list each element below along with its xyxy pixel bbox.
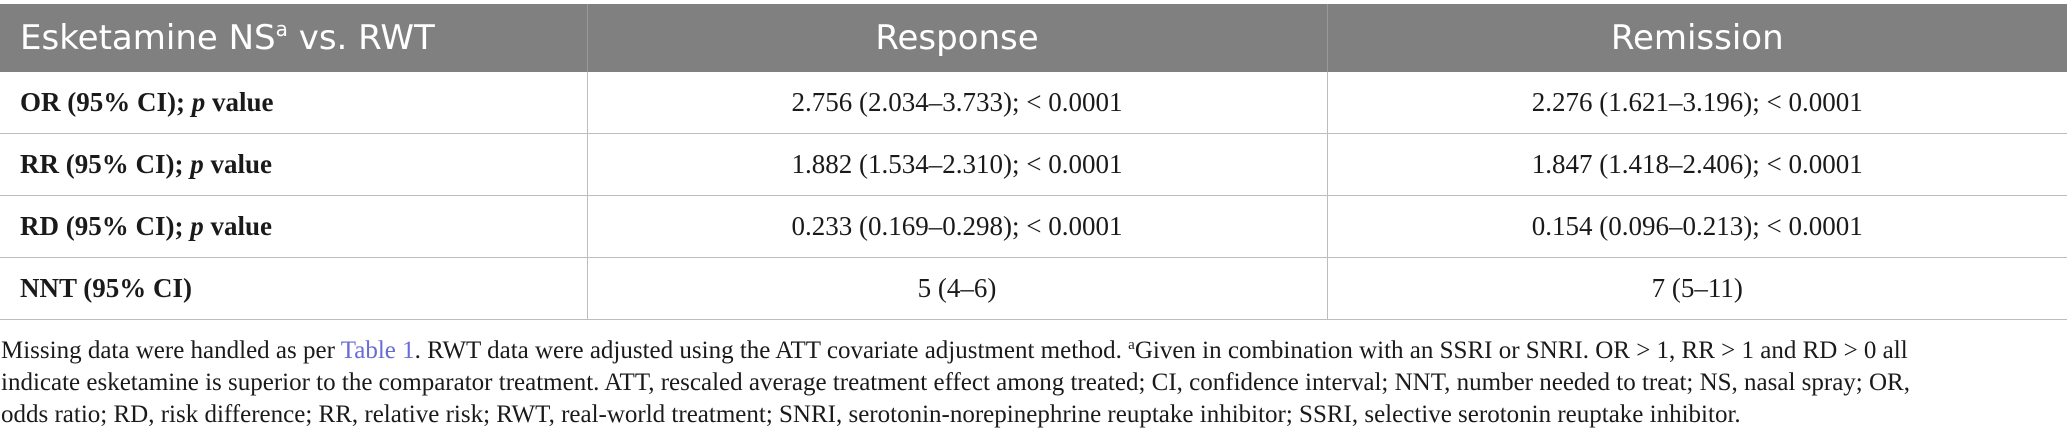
row-label-p: p xyxy=(191,87,206,117)
remission-cell: 7 (5–11) xyxy=(1327,258,2067,320)
footnote-text: Given in combination with an SSRI or SNRI. OR > 1, RR > 1 and RD > 0 all xyxy=(1134,337,1908,364)
table-1-link[interactable]: Table 1 xyxy=(340,337,415,364)
row-label-suffix: value xyxy=(203,149,272,179)
footnote-text: Missing data were handled as per xyxy=(1,337,341,364)
footnote-line-1 xyxy=(1,335,2061,367)
header-footnote-marker: a xyxy=(275,17,288,41)
table-row xyxy=(0,72,2067,134)
response-cell: 0.233 (0.169–0.298); < 0.0001 xyxy=(587,196,1327,258)
header-remission: Remission xyxy=(1327,4,2067,72)
row-label-prefix: RD (95% CI); xyxy=(20,211,191,241)
row-label-suffix: value xyxy=(203,211,272,241)
row-label-p: p xyxy=(190,211,204,241)
remission-cell: 2.276 (1.621–3.196); < 0.0001 xyxy=(1327,72,2067,134)
response-cell: 5 (4–6) xyxy=(587,258,1327,320)
row-label xyxy=(0,196,587,258)
row-label: NNT (95% CI) xyxy=(0,258,587,320)
header-row xyxy=(0,4,2067,72)
row-label-suffix: value xyxy=(205,87,274,117)
row-label-p: p xyxy=(190,149,204,179)
footnote-line-2: indicate esketamine is superior to the comparator treatment. ATT, rescaled average treatment effect among treated; CI, confidence interval; NNT, number needed to treat; NS, nasal spray; OR, xyxy=(1,369,1910,396)
footnote-text: . RWT data were adjusted using the ATT covariate adjustment method. xyxy=(414,337,1129,364)
table-body xyxy=(0,72,2067,320)
header-response: Response xyxy=(587,4,1327,72)
footnote-line-3: odds ratio; RD, risk difference; RR, relative risk; RWT, real-world treatment; SNRI, serotonin-norepinephrine reuptake inhibitor; SSRI, selective serotonin reuptake inhibitor. xyxy=(1,401,1741,428)
table-row xyxy=(0,258,2067,320)
header-comparison-text: Esketamine NS xyxy=(20,18,276,58)
row-label xyxy=(0,72,587,134)
results-table-container xyxy=(0,4,2067,320)
row-label-prefix: RR (95% CI); xyxy=(20,149,191,179)
remission-cell: 1.847 (1.418–2.406); < 0.0001 xyxy=(1327,134,2067,196)
header-comparison xyxy=(0,4,587,72)
footnote-marker: a xyxy=(1128,337,1135,353)
response-cell: 1.882 (1.534–2.310); < 0.0001 xyxy=(587,134,1327,196)
table-footnote xyxy=(1,335,2061,431)
header-comparison-suffix: vs. RWT xyxy=(287,18,435,58)
table-row xyxy=(0,134,2067,196)
remission-cell: 0.154 (0.096–0.213); < 0.0001 xyxy=(1327,196,2067,258)
table-header xyxy=(0,4,2067,72)
table-row xyxy=(0,196,2067,258)
row-label-prefix: OR (95% CI); xyxy=(20,87,192,117)
results-table xyxy=(0,4,2067,320)
response-cell: 2.756 (2.034–3.733); < 0.0001 xyxy=(587,72,1327,134)
row-label xyxy=(0,134,587,196)
